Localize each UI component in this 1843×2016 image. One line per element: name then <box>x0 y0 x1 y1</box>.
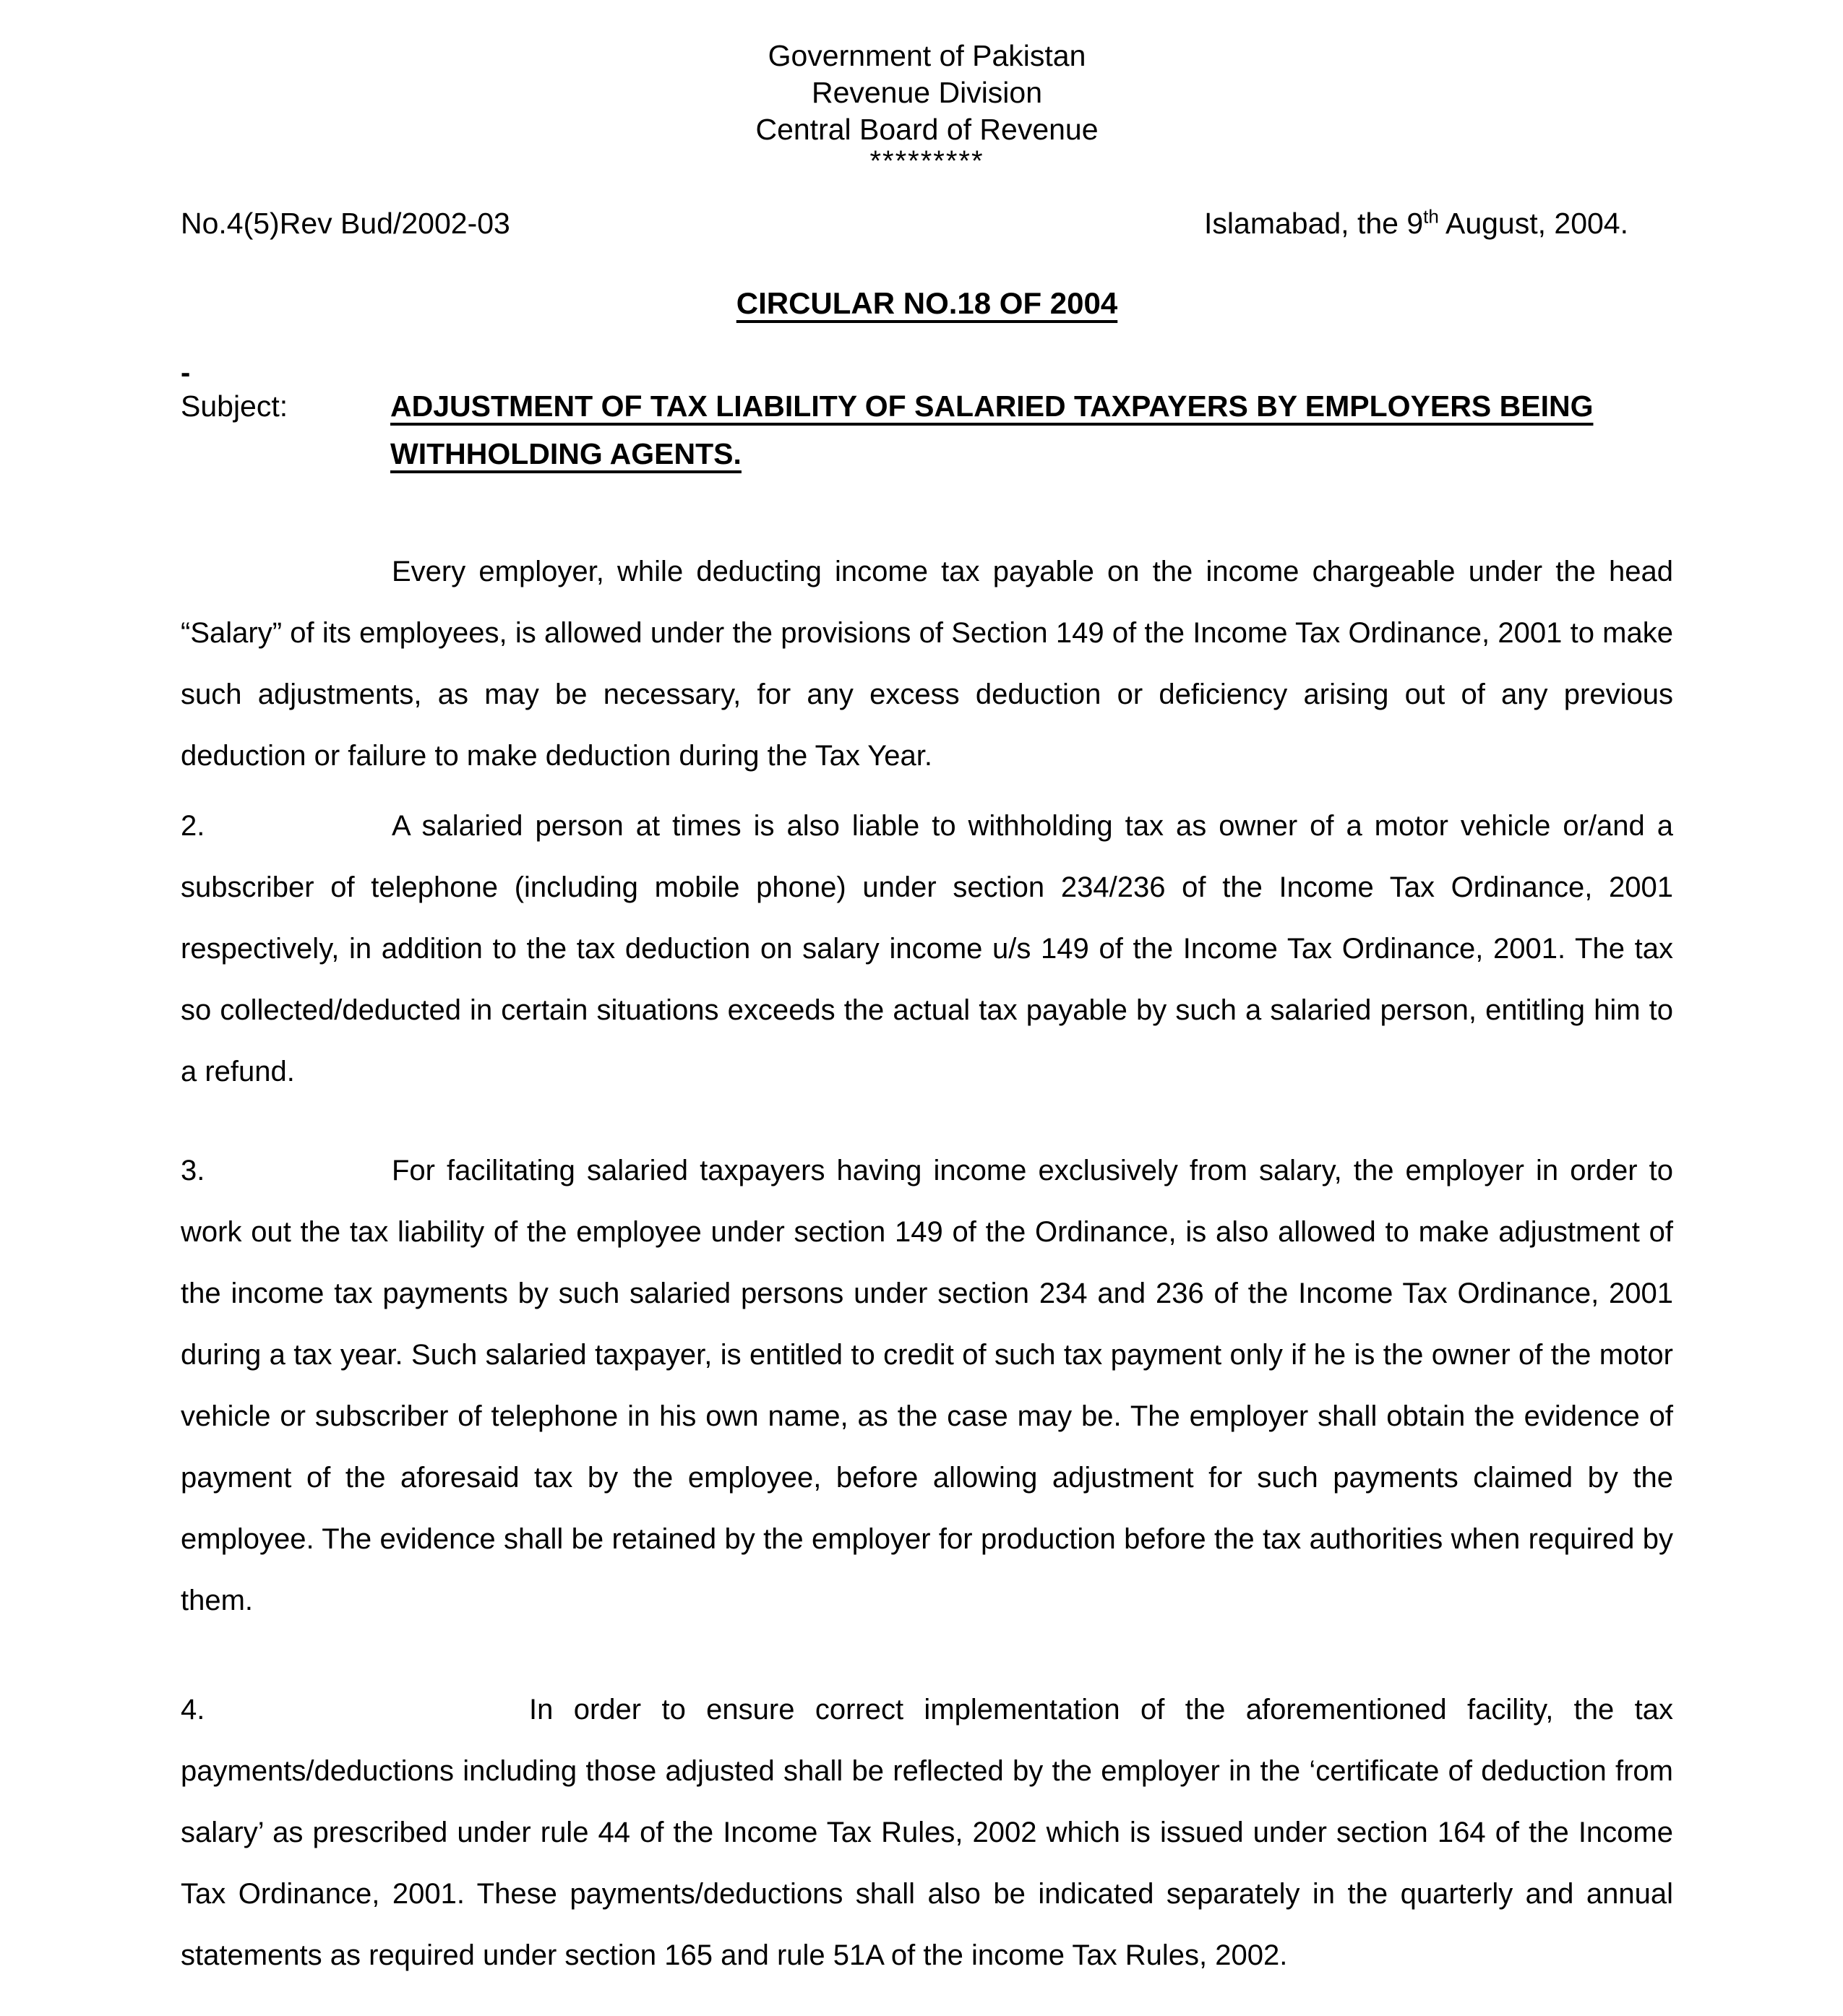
subject-text <box>390 382 1673 478</box>
subject-label: Subject: <box>181 389 288 423</box>
dateline-prefix: Islamabad, the 9 <box>1204 207 1424 240</box>
subject-dash-mark: - <box>181 357 191 389</box>
subject-text-content: ADJUSTMENT OF TAX LIABILITY OF SALARIED TAXPAYERS BY EMPLOYERS BEING WITHHOLDING AGENTS. <box>390 389 1594 470</box>
paragraph-2 <box>181 796 1673 1103</box>
circular-title <box>181 285 1673 322</box>
paragraph-1 <box>181 541 1673 787</box>
circular-title-text: CIRCULAR NO.18 OF 2004 <box>736 286 1118 320</box>
paragraph-3 <box>181 1140 1673 1632</box>
reference-date-row <box>181 206 1673 241</box>
paragraph-4-number: 4. <box>181 1694 205 1726</box>
org-name-line3: Central Board of Revenue <box>755 113 1099 146</box>
paragraph-4 <box>181 1679 1673 1986</box>
letterhead <box>181 38 1673 177</box>
paragraph-2-text: A salaried person at times is also liable to withholding tax as owner of a motor vehicle or/and a subscriber of telephone (including mobile phone) under section 234/236 of the Income Tax Ordinance, 2001 respectively, in addition to the tax deduction on salary income u/s 149 of the Income Tax Ordinance, 2001. The tax so collected/deducted in certain situations exceeds the actual tax payable by such a salaried person, entitling him to a refund. <box>181 810 1673 1087</box>
paragraph-4-text: In order to ensure correct implementation of the aforementioned facility, the tax payments/deductions including those adjusted shall be reflected by the employer in the ‘certificate of deduction from salary’ as prescribed under rule 44 of the Income Tax Rules, 2002 which is issued under section 164 of the Income Tax Ordinance, 2001. These payments/deductions shall also be indicated separately in the quarterly and annual statements as required under section 165 and rule 51A of the income Tax Rules, 2002. <box>181 1694 1673 1971</box>
paragraph-3-number: 3. <box>181 1155 205 1186</box>
dateline-ordinal-superscript: th <box>1423 205 1439 228</box>
paragraph-2-number: 2. <box>181 810 205 842</box>
dateline-suffix: August, 2004. <box>1438 207 1628 240</box>
reference-number: No.4(5)Rev Bud/2002-03 <box>181 207 510 240</box>
separator-stars: ********* <box>869 145 984 177</box>
dateline <box>1204 206 1628 241</box>
subject-block <box>181 382 1673 478</box>
org-name-line1: Government of Pakistan <box>768 39 1086 72</box>
paragraph-3-text: For facilitating salaried taxpayers having income exclusively from salary, the employer in order to work out the tax liability of the employee under section 149 of the Ordinance, is also allowed to make adjustment of the income tax payments by such salaried persons under section 234 and 236 of the Income Tax Ordinance, 2001 during a tax year. Such salaried taxpayer, is entitled to credit of such tax payment only if he is the owner of the motor vehicle or subscriber of telephone in his own name, as the case may be. The employer shall obtain the evidence of payment of the aforesaid tax by the employee, before allowing adjustment for such payments claimed by the employee. The evidence shall be retained by the employer for production before the tax authorities when required by them. <box>181 1155 1673 1616</box>
paragraph-1-text: Every employer, while deducting income tax payable on the income chargeable under the head “Salary” of its employees, is allowed under the provisions of Section 149 of the Income Tax Ordinance, 2001 to make such adjustments, as may be necessary, for any excess deduction or deficiency arising out of any previous deduction or failure to make deduction during the Tax Year. <box>181 556 1673 772</box>
org-name-line2: Revenue Division <box>811 76 1043 109</box>
